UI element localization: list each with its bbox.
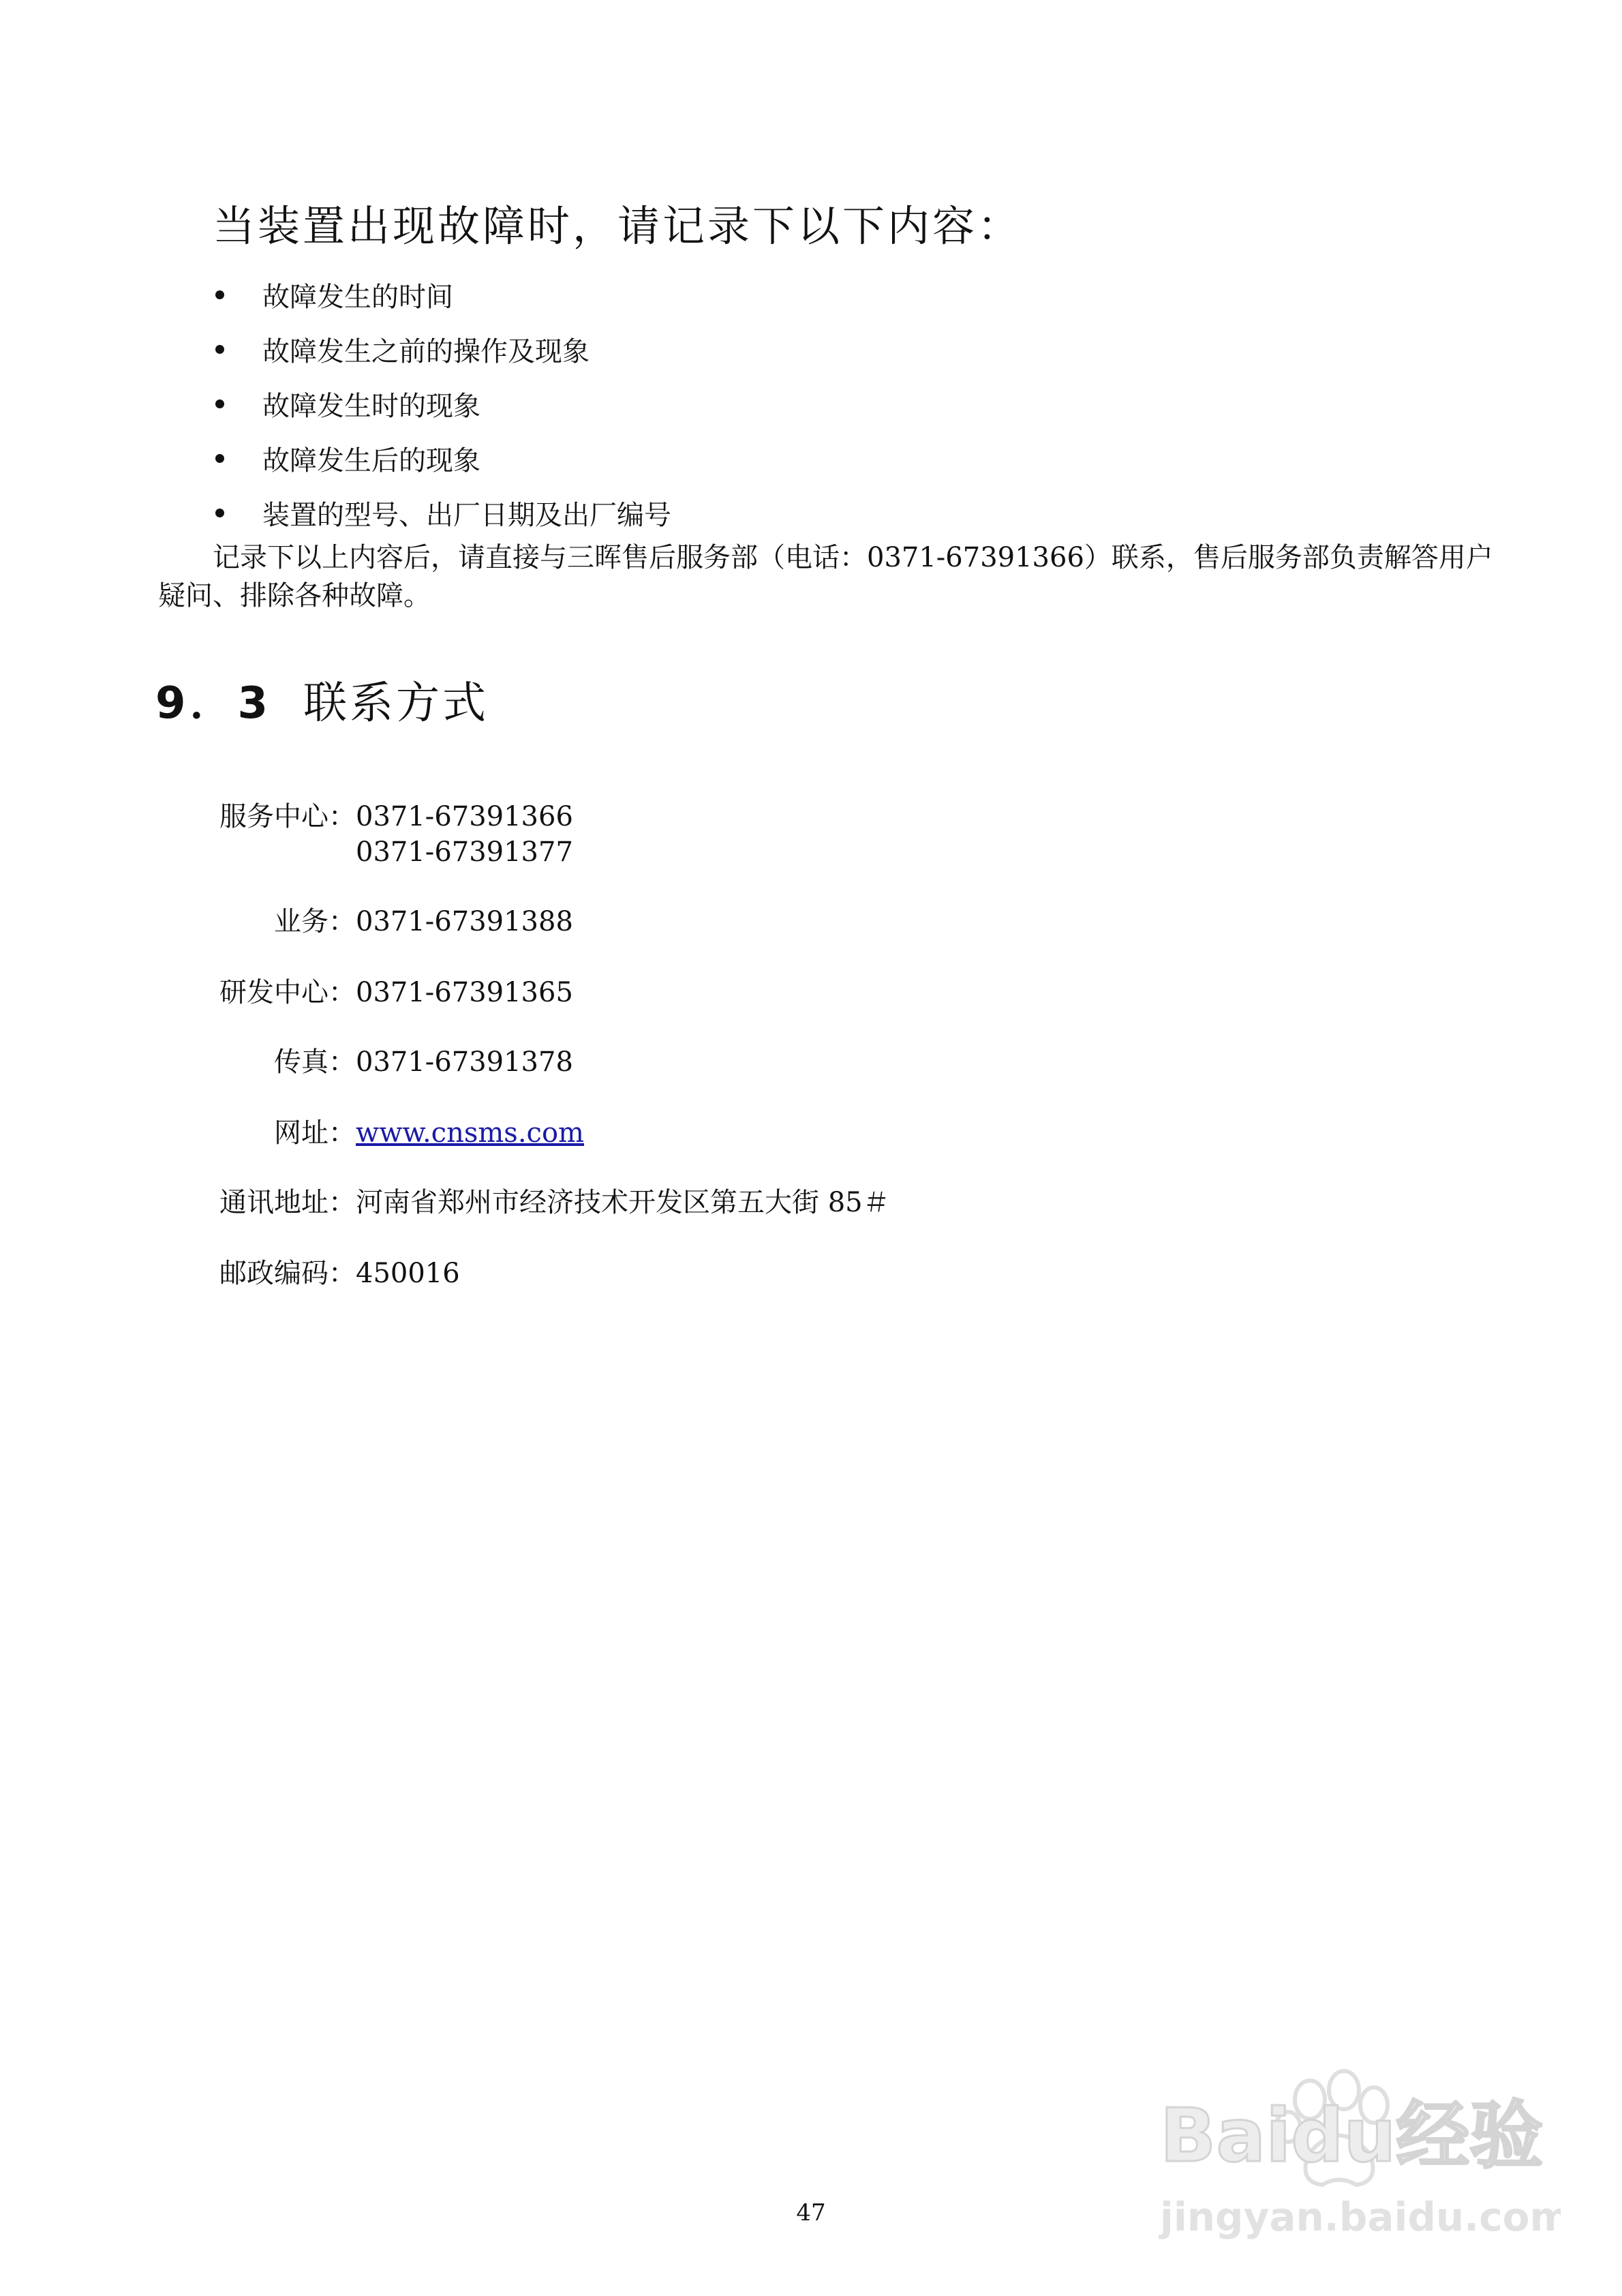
list-item-text: 故障发生时的现象 <box>262 390 480 422</box>
contact-label: 通讯地址： <box>219 1187 356 1218</box>
address-value: 河南省郑州市经济技术开发区第五大街 85＃ <box>356 1187 890 1218</box>
contact-phone: 0371-67391388 <box>356 906 573 937</box>
list-item-text: 装置的型号、出厂日期及出厂编号 <box>262 499 671 531</box>
list-item-text: 故障发生的时间 <box>262 281 453 313</box>
contact-website <box>213 1115 584 1151</box>
contact-label: 服务中心： <box>219 801 356 832</box>
watermark-brand: Baidu经验 <box>1160 2094 1544 2179</box>
contact-fax-number: 0371-67391378 <box>356 1046 573 1078</box>
contact-phone-secondary: 0371-67391377 <box>356 836 573 868</box>
list-item <box>213 485 671 540</box>
section-title: 联系方式 <box>303 678 489 729</box>
contact-phone: 0371-67391365 <box>356 977 573 1008</box>
list-item <box>213 322 671 376</box>
website-link[interactable]: www.cnsms.com <box>356 1117 584 1149</box>
contact-label: 传真： <box>274 1046 356 1078</box>
contact-postcode <box>213 1256 460 1291</box>
contact-service-center <box>213 799 573 870</box>
postcode-value: 450016 <box>356 1258 460 1289</box>
contact-address <box>213 1185 890 1220</box>
baidu-jingyan-watermark <box>1152 2052 1561 2256</box>
bullet-icon <box>215 345 224 354</box>
list-item-text: 故障发生之前的操作及现象 <box>262 335 590 367</box>
contact-phone: 0371-67391366 <box>356 801 573 832</box>
contact-label: 邮政编码： <box>219 1258 356 1289</box>
watermark-url: jingyan.baidu.com <box>1160 2194 1561 2240</box>
intro-heading: 当装置出现故障时，请记录下以下内容： <box>213 201 1023 251</box>
bullet-icon <box>215 509 224 517</box>
contact-label: 研发中心： <box>219 977 356 1008</box>
contact-fax <box>213 1044 573 1080</box>
contact-instructions-paragraph: 记录下以上内容后，请直接与三晖售后服务部（电话：0371-67391366）联系，售后服务部负责解答用户疑问、排除各种故障。 <box>158 542 1493 611</box>
contact-business <box>213 904 573 939</box>
contact-rnd-center <box>213 975 573 1010</box>
list-item <box>213 376 671 431</box>
bullet-icon <box>215 454 224 463</box>
contact-label: 网址： <box>274 1117 356 1149</box>
bullet-icon <box>215 290 224 299</box>
list-item <box>213 431 671 485</box>
contact-label: 业务： <box>274 906 356 937</box>
fault-record-list <box>213 267 671 540</box>
list-item-text: 故障发生后的现象 <box>262 444 480 477</box>
list-item <box>213 267 671 322</box>
section-number: 9．3 <box>155 678 273 729</box>
bullet-icon <box>215 399 224 408</box>
paw-logo-icon <box>1152 2052 1561 2256</box>
section-heading <box>155 668 489 731</box>
page-number: 47 <box>796 2199 826 2226</box>
